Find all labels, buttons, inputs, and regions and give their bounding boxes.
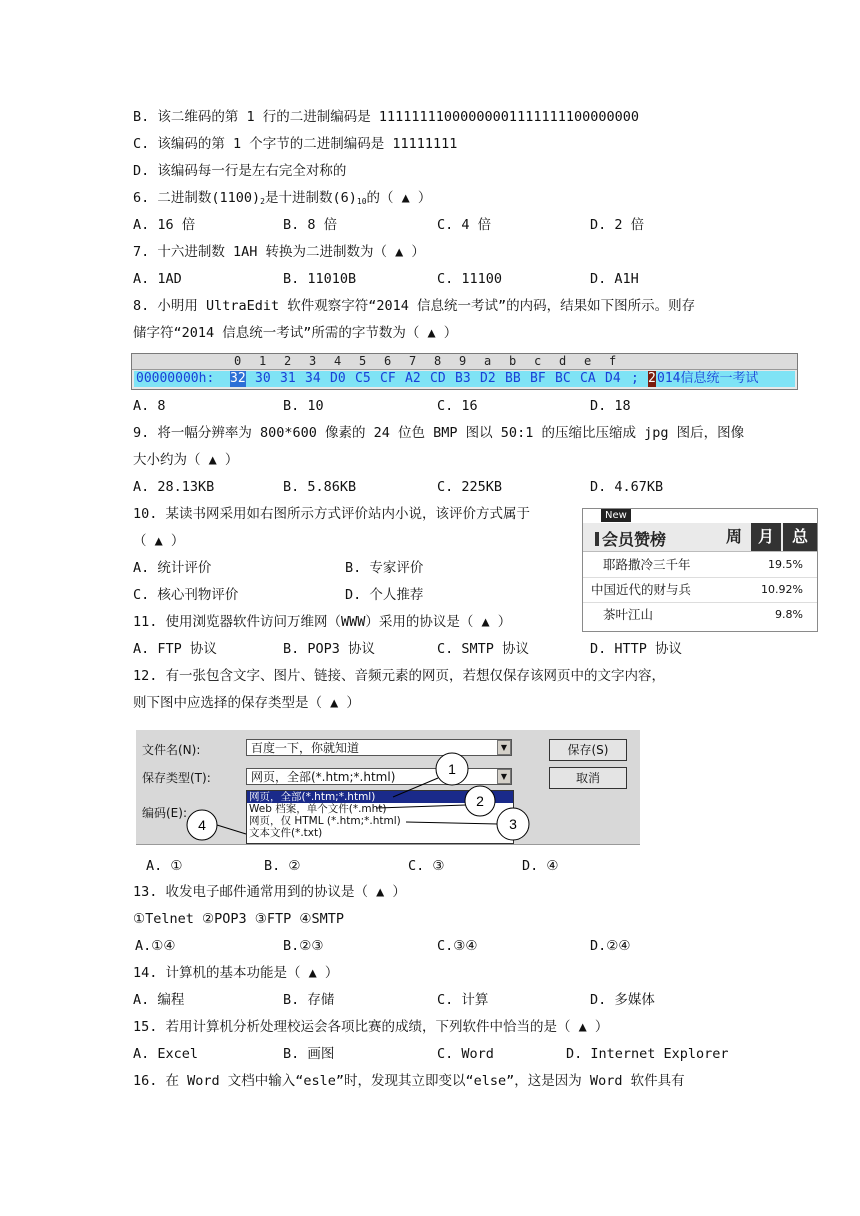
hex-text: 014信息统一考试 <box>657 371 759 386</box>
q6-option-c: C. 4 倍 <box>437 217 492 233</box>
q13-option-d: D.②④ <box>590 938 631 954</box>
callout-2-label: 2 <box>476 793 484 809</box>
q8-option-a: A. 8 <box>133 398 166 414</box>
ruler-c: c <box>534 354 542 368</box>
ranking-item-title: 耶路撒冷三千年 <box>603 557 691 572</box>
callout-3-label: 3 <box>509 816 517 832</box>
q8-stem-2: 储字符“2014 信息统一考试”所需的字节数为（ ▲ ） <box>133 325 458 341</box>
ranking-item-title: 茶叶江山 <box>603 607 654 622</box>
q5-option-c: C. 该编码的第 1 个字节的二进制编码是 11111111 <box>133 136 458 152</box>
q6-sub-10: 10 <box>356 197 367 206</box>
q16-stem: 16. 在 Word 文档中输入“esle”时，发现其立即变以“else”，这是因为 Word 软件具有 <box>133 1073 685 1089</box>
ranking-item-title: 中国近代的财与兵 <box>591 582 692 597</box>
ruler-a: a <box>484 354 492 368</box>
filename-value: 百度一下，你就知道 <box>251 741 360 755</box>
q11-option-c: C. SMTP 协议 <box>437 641 530 657</box>
q9-option-d: D. 4.67KB <box>590 479 664 495</box>
save-type-option[interactable]: 网页，全部(*.htm;*.html) <box>247 791 513 803</box>
q15-option-a: A. Excel <box>133 1046 199 1062</box>
hex-byte: CF <box>380 371 396 386</box>
hex-byte: 34 <box>305 371 321 386</box>
q6-sub-2: 2 <box>260 197 265 206</box>
ranking-title: 会员赞榜 <box>595 527 666 550</box>
save-as-dialog <box>136 730 640 845</box>
q9-stem-1: 9. 将一幅分辨率为 800*600 像素的 24 位色 BMP 图以 50:1 的压缩比压缩成 jpg 图后，图像 <box>133 425 745 441</box>
q5-option-d: D. 该编码每一行是左右完全对称的 <box>133 163 347 179</box>
q12-stem-2: 则下图中应选择的保存类型是（ ▲ ） <box>133 695 360 711</box>
chevron-down-icon[interactable]: ▼ <box>497 740 511 755</box>
ruler-d: d <box>559 354 567 368</box>
hex-offset: 00000000h: <box>136 371 215 386</box>
hex-byte: BC <box>555 371 571 386</box>
hex-byte: 32 <box>230 371 246 386</box>
callout-4-label: 4 <box>198 817 206 833</box>
q15-stem: 15. 若用计算机分析处理校运会各项比赛的成绩，下列软件中恰当的是（ ▲ ） <box>133 1019 609 1035</box>
q13-option-b: B.②③ <box>283 938 324 954</box>
q6-stem <box>133 188 431 212</box>
q14-option-c: C. 计算 <box>437 992 489 1008</box>
ruler-2: 2 <box>284 354 292 368</box>
q7-stem: 7. 十六进制数 1AH 转换为二进制数为（ ▲ ） <box>133 244 425 260</box>
encoding-label: 编码(E): <box>142 806 187 820</box>
ruler-4: 4 <box>334 354 342 368</box>
q11-option-d: D. HTTP 协议 <box>590 641 683 657</box>
q6-option-d: D. 2 倍 <box>590 217 645 233</box>
q10-stem-2: （ ▲ ） <box>133 533 185 549</box>
ruler-8: 8 <box>434 354 442 368</box>
tab-week[interactable]: 周 <box>719 523 749 551</box>
ranking-item-percent: 19.5% <box>768 558 803 571</box>
chevron-down-icon[interactable]: ▼ <box>497 769 511 784</box>
q7-option-b: B. 11010B <box>283 271 357 287</box>
q15-option-b: B. 画图 <box>283 1046 335 1062</box>
ranking-item[interactable] <box>583 553 817 578</box>
ranking-header <box>583 523 817 552</box>
save-type-label: 保存类型(T): <box>142 771 211 785</box>
callout-overlay <box>136 730 640 844</box>
q13-option-c: C.③④ <box>437 938 478 954</box>
q8-stem-1: 8. 小明用 UltraEdit 软件观察字符“2014 信息统一考试”的内码，结果如下图所示。则存 <box>133 298 696 314</box>
q13-option-a: A.①④ <box>135 938 176 954</box>
hex-byte: D2 <box>480 371 496 386</box>
hex-byte: BB <box>505 371 521 386</box>
q12-option-c: C. ③ <box>408 858 445 874</box>
q14-option-b: B. 存储 <box>283 992 335 1008</box>
cancel-button[interactable]: 取消 <box>549 767 627 789</box>
q10-option-c: C. 核心刊物评价 <box>133 587 239 603</box>
q15-option-c: C. Word <box>437 1046 494 1062</box>
hex-byte: CA <box>580 371 596 386</box>
hex-byte: A2 <box>405 371 421 386</box>
q9-option-a: A. 28.13KB <box>133 479 215 495</box>
hex-byte: CD <box>430 371 446 386</box>
hex-byte: D0 <box>330 371 346 386</box>
q7-option-a: A. 1AD <box>133 271 182 287</box>
q6-option-b: B. 8 倍 <box>283 217 338 233</box>
q10-option-b: B. 专家评价 <box>345 560 424 576</box>
q10-stem-1: 10. 某读书网采用如右图所示方式评价站内小说，该评价方式属于 <box>133 506 531 522</box>
q7-option-d: D. A1H <box>590 271 639 287</box>
hex-byte: C5 <box>355 371 371 386</box>
q12-option-a: A. ① <box>146 858 183 874</box>
q11-option-b: B. POP3 协议 <box>283 641 376 657</box>
q6-text-a: 6. 二进制数(1100) <box>133 190 261 206</box>
hex-ruler <box>132 354 797 370</box>
ranking-item-percent: 10.92% <box>761 583 803 596</box>
member-ranking-widget <box>582 508 818 632</box>
ruler-9: 9 <box>459 354 467 368</box>
ruler-b: b <box>509 354 517 368</box>
ruler-6: 6 <box>384 354 392 368</box>
save-type-option[interactable]: Web 档案，单个文件(*.mht) <box>249 803 387 815</box>
ultraedit-hex-view <box>131 353 798 390</box>
q9-option-c: C. 225KB <box>437 479 503 495</box>
new-tag: New <box>601 509 631 522</box>
hex-byte: 30 <box>255 371 271 386</box>
tab-total[interactable]: 总 <box>783 523 817 551</box>
save-type-value: 网页，全部(*.htm;*.html) <box>251 770 396 784</box>
q8-option-c: C. 16 <box>437 398 478 414</box>
q11-option-a: A. FTP 协议 <box>133 641 217 657</box>
hex-byte: 31 <box>280 371 296 386</box>
tab-month[interactable]: 月 <box>751 523 781 551</box>
hex-row <box>134 371 795 387</box>
q10-option-d: D. 个人推荐 <box>345 587 424 603</box>
q9-option-b: B. 5.86KB <box>283 479 357 495</box>
q14-stem: 14. 计算机的基本功能是（ ▲ ） <box>133 965 339 981</box>
q10-option-a: A. 统计评价 <box>133 560 212 576</box>
save-type-option[interactable]: 网页，仅 HTML (*.htm;*.html) <box>249 815 401 827</box>
q6-text-b: 是十进制数(6) <box>264 190 357 206</box>
q12-option-d: D. ④ <box>522 858 559 874</box>
ranking-item[interactable] <box>583 578 817 603</box>
q5-option-b: B. 该二维码的第 1 行的二进制编码是 11111111000000001111111100000000 <box>133 109 639 125</box>
ruler-5: 5 <box>359 354 367 368</box>
q13-stem: 13. 收发电子邮件通常用到的协议是（ ▲ ） <box>133 884 406 900</box>
ruler-3: 3 <box>309 354 317 368</box>
q7-option-c: C. 11100 <box>437 271 503 287</box>
q12-option-b: B. ② <box>264 858 301 874</box>
save-button[interactable]: 保存(S) <box>549 739 627 761</box>
hex-separator: ; <box>631 371 639 386</box>
save-type-option[interactable]: 文本文件(*.txt) <box>249 827 323 839</box>
callout-1-label: 1 <box>448 761 456 777</box>
hex-byte: B3 <box>455 371 471 386</box>
ruler-1: 1 <box>259 354 267 368</box>
q15-option-d: D. Internet Explorer <box>566 1046 729 1062</box>
q6-option-a: A. 16 倍 <box>133 217 196 233</box>
q8-option-d: D. 18 <box>590 398 631 414</box>
q9-stem-2: 大小约为（ ▲ ） <box>133 452 239 468</box>
q11-stem: 11. 使用浏览器软件访问万维网（WWW）采用的协议是（ ▲ ） <box>133 614 512 630</box>
q13-items: ①Telnet ②POP3 ③FTP ④SMTP <box>133 911 344 927</box>
hex-byte: D4 <box>605 371 621 386</box>
ruler-0: 0 <box>234 354 242 368</box>
ranking-item-percent: 9.8% <box>775 608 803 621</box>
q6-text-c: 的（ ▲ ） <box>366 190 432 206</box>
hex-text-cursor: 2 <box>648 371 656 386</box>
filename-label: 文件名(N): <box>142 743 201 757</box>
ruler-f: f <box>609 354 617 368</box>
ranking-item[interactable] <box>583 603 817 627</box>
ruler-e: e <box>584 354 592 368</box>
hex-byte: BF <box>530 371 546 386</box>
q8-option-b: B. 10 <box>283 398 324 414</box>
q14-option-d: D. 多媒体 <box>590 992 655 1008</box>
q14-option-a: A. 编程 <box>133 992 185 1008</box>
ruler-7: 7 <box>409 354 417 368</box>
q12-stem-1: 12. 有一张包含文字、图片、链接、音频元素的网页，若想仅保存该网页中的文字内容， <box>133 668 666 684</box>
